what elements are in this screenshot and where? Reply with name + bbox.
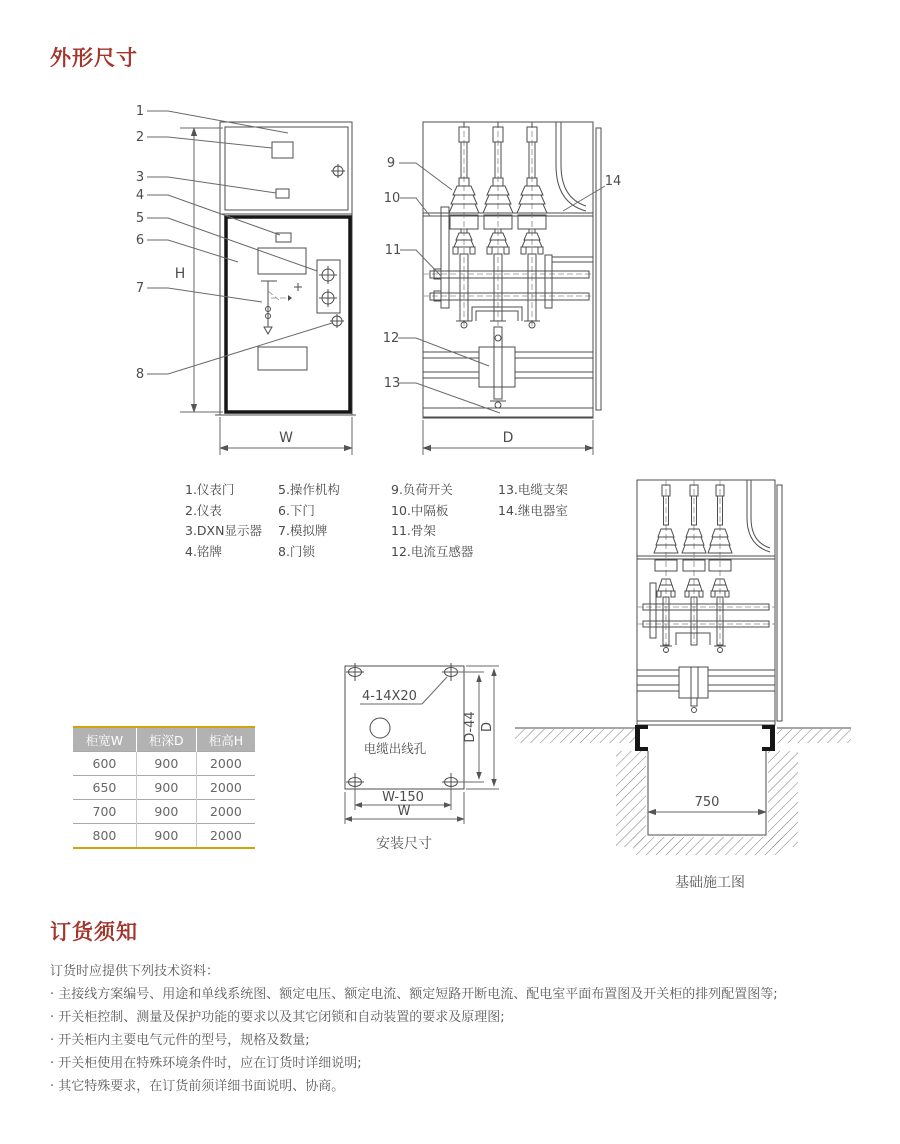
cell: 2000: [196, 776, 255, 800]
cell: 600: [73, 752, 136, 776]
trench-bottom-hatch: [633, 837, 783, 855]
front-view-dimensions: [175, 128, 352, 455]
col-header-depth: 柜深D: [136, 727, 196, 752]
upper-door-lock-icon: [331, 164, 345, 178]
dim-w150-label: W-150: [382, 790, 424, 805]
operating-mechanism: [317, 260, 340, 313]
cell: 900: [136, 776, 196, 800]
dim-w-label: W: [279, 430, 293, 446]
phase-assembly: [449, 122, 479, 328]
trench-outline: [648, 751, 766, 835]
meter-box: [272, 142, 293, 158]
current-transformer-area: [423, 327, 593, 408]
cell: 900: [136, 824, 196, 849]
lower-door-panel: [226, 217, 350, 412]
legend-column-1: [185, 480, 262, 562]
legend-item: 7.模拟牌: [278, 523, 328, 539]
legend-item: 13.电缆支架: [498, 482, 568, 497]
table-row: [73, 776, 255, 800]
dim-w-label: W: [397, 804, 411, 819]
dim-d-label: D: [480, 721, 495, 733]
callout-3: 3: [135, 170, 145, 185]
callout-9: 9: [386, 156, 396, 171]
callout-4: 4: [135, 188, 145, 203]
front-view-components: [258, 142, 345, 370]
ordering-item: · 其它特殊要求，在订货前须详细书面说明、协商。: [50, 1079, 345, 1094]
cell: 2000: [196, 800, 255, 824]
legend-item: 1.仪表门: [185, 482, 235, 497]
callout-10: 10: [383, 191, 401, 206]
callout-12: 12: [382, 331, 400, 346]
cell: 2000: [196, 752, 255, 776]
cable-outlet-label: 电缆出线孔: [363, 741, 427, 756]
front-view-drawing: [120, 95, 385, 475]
ground-hatch: [777, 729, 851, 743]
callout-11: 11: [384, 243, 402, 258]
callout-2: 2: [135, 130, 145, 145]
foundation-drawing: [513, 473, 853, 903]
dim-d44-label: D-44: [463, 711, 478, 743]
legend-item: 11.骨架: [391, 523, 436, 539]
lower-door-lock-icon: [330, 314, 344, 328]
ground-hatch: [515, 729, 635, 743]
ordering-item: · 开关柜控制、测量及保护功能的要求以及其它闭锁和自动装置的要求及原理图;: [50, 1010, 505, 1025]
cell: 2000: [196, 824, 255, 849]
legend-item: 3.DXN显示器: [185, 523, 262, 539]
ordering-intro: 订货时应提供下列技术资料：: [50, 964, 220, 979]
busbars-and-frame: [423, 207, 593, 321]
table-row: [73, 824, 255, 849]
phase-assembly: [682, 480, 706, 645]
channel-steel-right: [762, 725, 775, 751]
legend-item: 6.下门: [278, 502, 315, 518]
legend-item: 12.电流互感器: [391, 543, 474, 559]
ordering-item: · 开关柜内主要电气元件的型号，规格及数量;: [50, 1033, 310, 1048]
legend-item: 8.门锁: [278, 543, 315, 559]
front-view-callouts: [136, 104, 332, 382]
callout-1: 1: [135, 104, 145, 119]
table-row: [73, 752, 255, 776]
table-row: [73, 800, 255, 824]
bottom-label-box: [258, 347, 307, 370]
callout-5: 5: [135, 211, 145, 226]
channel-steel-left: [635, 725, 648, 751]
legend-item: 14.继电器室: [498, 502, 568, 518]
col-header-width: 柜宽W: [73, 727, 136, 752]
installation-caption: 安装尺寸: [376, 836, 432, 852]
col-header-height: 柜高H: [196, 727, 255, 752]
callout-14: 14: [604, 174, 622, 189]
mimic-panel-box: [258, 248, 306, 274]
legend-column-2: [278, 480, 340, 562]
dxn-display-box: [276, 189, 289, 198]
table-header-row: [73, 727, 255, 752]
dim-d-label: D: [502, 430, 514, 446]
current-transformer-box: [679, 667, 708, 698]
trench-wall-hatch: [768, 751, 798, 847]
callout-7: 7: [135, 281, 145, 296]
bolt-spec-label: 4-14X20: [362, 689, 417, 704]
legend-item: 10.中隔板: [391, 502, 449, 518]
dim-h-label: H: [174, 266, 186, 282]
legend-column-3: [391, 480, 473, 562]
side-view-drawing: [372, 95, 630, 475]
load-switch-phases: [449, 122, 547, 328]
foundation-ground: [515, 725, 851, 855]
ordering-notes-title: 订货须知: [50, 920, 138, 944]
foundation-caption: 基础施工图: [675, 875, 745, 891]
mounting-plate: [345, 666, 464, 789]
callout-6: 6: [135, 233, 145, 248]
legend-item: 2.仪表: [185, 502, 222, 518]
phase-assembly: [517, 122, 547, 328]
cable-outlet-hole: [370, 718, 390, 738]
cell: 900: [136, 800, 196, 824]
installation-drawing: [332, 652, 512, 857]
current-transformer-box: [479, 347, 515, 387]
trench-wall-hatch: [616, 751, 646, 847]
cell: 800: [73, 824, 136, 849]
cabinet-dimensions-table: [73, 726, 255, 849]
plus-mark-icon: [294, 283, 302, 291]
callout-13: 13: [383, 376, 401, 391]
legend-item: 5.操作机构: [278, 482, 340, 497]
outline-dimensions-title: 外形尺寸: [50, 46, 138, 70]
cell: 700: [73, 800, 136, 824]
mimic-diagram-symbols: [261, 281, 292, 334]
legend-item: 4.铭牌: [185, 543, 222, 559]
cell: 650: [73, 776, 136, 800]
side-view-dimensions: [423, 420, 593, 455]
front-view-cabinet-outline: [215, 122, 356, 415]
legend-item: 9.负荷开关: [391, 482, 453, 497]
cell: 900: [136, 752, 196, 776]
callout-8: 8: [135, 367, 145, 382]
ordering-item: · 开关柜使用在特殊环境条件时，应在订货时详细说明;: [50, 1056, 362, 1071]
ordering-item: · 主接线方案编号、用途和单线系统图、额定电压、额定电流、额定短路开断电流、配电室平面布置图及开关柜的排列配置图等;: [50, 987, 778, 1002]
foundation-cabinet: [637, 480, 782, 725]
trench-width-label: 750: [694, 795, 720, 810]
ordering-notes: [50, 960, 870, 1098]
bus-loop: [472, 307, 522, 321]
